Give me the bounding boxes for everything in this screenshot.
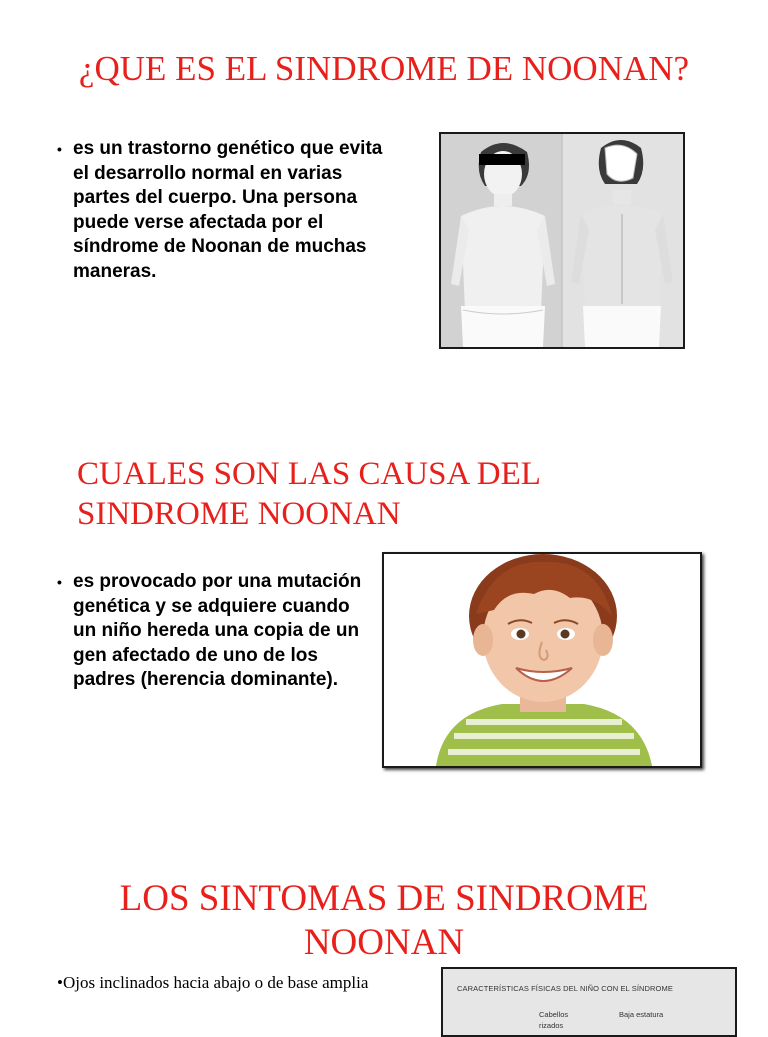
section1-bullet-text: es un trastorno genético que evita el desarrollo normal en varias partes del cuerpo. Una persona puede verse afectada por el síndrome de Noonan de muchas maneras. (73, 138, 383, 282)
section3-bullet-text: Ojos inclinados hacia abajo o de base amplia (62, 973, 369, 992)
figure-label-hair: Cabellos (539, 1010, 569, 1019)
section2-title-line1: CUALES SON LAS CAUSA DEL (77, 456, 541, 492)
bullet-dot: • (57, 973, 63, 992)
figure-label-curly: rizados (539, 1021, 564, 1030)
patient-photo-illustration (441, 134, 683, 347)
section2-title-line2: SINDROME NOONAN (77, 495, 401, 532)
section3-bullet (57, 972, 387, 993)
section1-bullet (57, 137, 387, 284)
section3-title-line1: LOS SINTOMAS DE SINDROME (119, 878, 649, 919)
figure-heading: CARACTERÍSTICAS FÍSICAS DEL NIÑO CON EL SÍNDROME (457, 984, 673, 993)
section2-bullet (57, 570, 367, 693)
patient-front-back-photo (439, 132, 685, 349)
section2-title (77, 455, 677, 534)
section2-bullet-text: es provocado por una mutación genética y se adquiere cuando un niño hereda una copia de un gen afectado de uno de los padres (herencia dominante). (73, 571, 362, 690)
figure-label-short-stature: Baja estatura (619, 1010, 664, 1019)
bullet-dot: • (57, 574, 62, 590)
section3-title (0, 877, 768, 966)
physical-characteristics-figure (441, 967, 737, 1037)
smiling-boy-photo (382, 552, 702, 768)
boy-photo-illustration (384, 554, 700, 766)
section3-title-line2: NOONAN (303, 922, 465, 964)
section1-title: ¿QUE ES EL SINDROME DE NOONAN? (78, 49, 690, 88)
bullet-dot: • (57, 141, 62, 157)
